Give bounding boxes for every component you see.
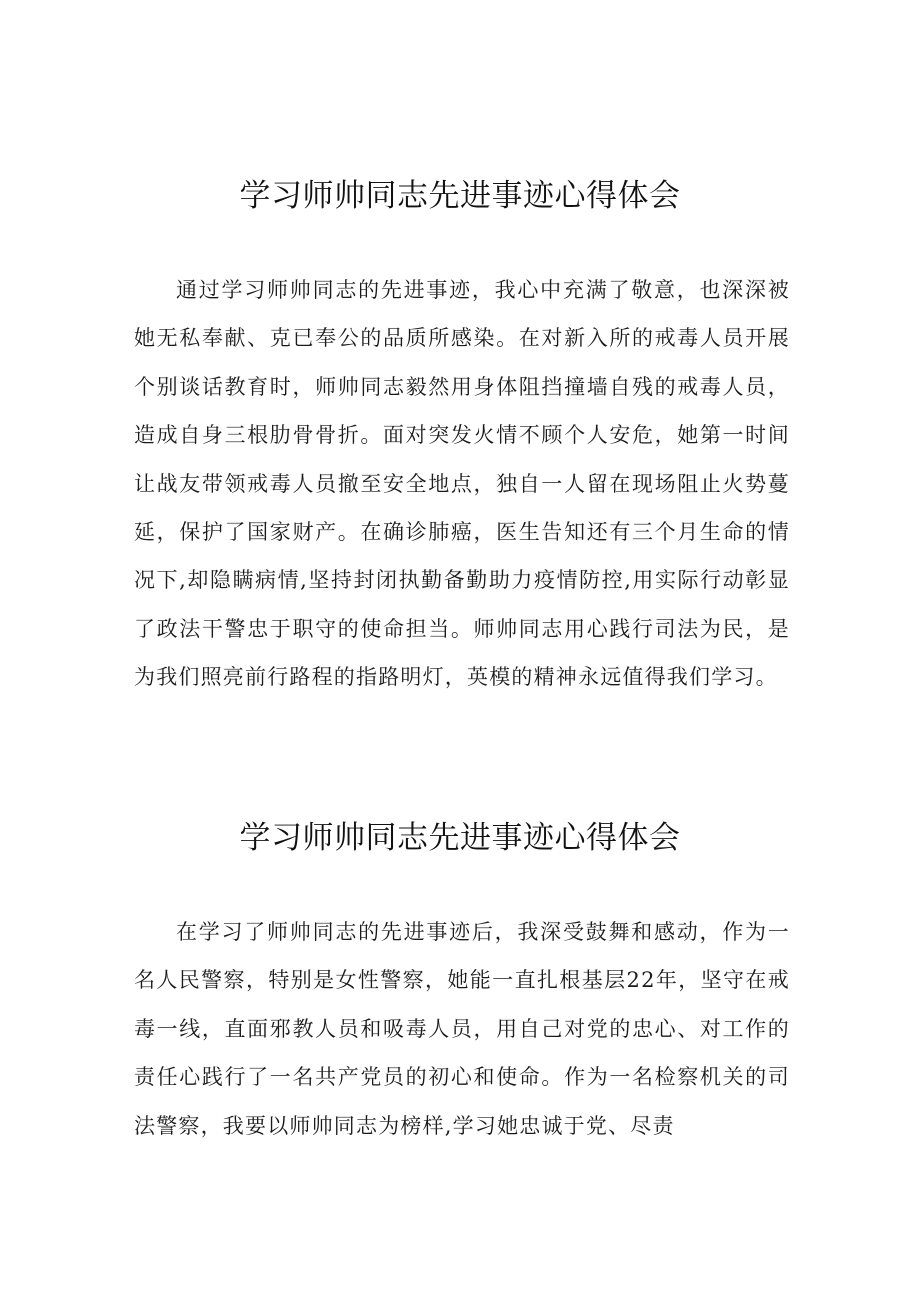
section-2-body: 在学习了师帅同志的先进事迹后，我深受鼓舞和感动，作为一名人民警察，特别是女性警察，她能一直扎根基层22年，坚守在戒毒一线，直面邪教人员和吸毒人员，用自己对党的忠心、对工作的责任心践行了一名共产党员的初心和使命。作为一名检察机关的司法警察，我要以师帅同志为榜样,学习她忠诚于党、尽责	[134, 920, 790, 1138]
section-1-title: 学习师帅同志先进事迹心得体会	[239, 178, 681, 214]
section-2-title: 学习师帅同志先进事迹心得体会	[239, 820, 681, 856]
section-1-body: 通过学习师帅同志的先进事迹，我心中充满了敬意，也深深被她无私奉献、克已奉公的品质所感染。在对新入所的戒毒人员开展个别谈话教育时，师帅同志毅然用身体阻挡撞墙自残的戒毒人员，造成自身三根肋骨骨折。面对突发火情不顾个人安危，她第一时间让战友带领戒毒人员撤至安全地点，独自一人留在现场阻止火势蔓延，保护了国家财产。在确诊肺癌，医生告知还有三个月生命的情况下,却隐瞒病情,坚持封闭执勤备勤助力疫情防控,用实际行动彰显了政法干警忠于职守的使命担当。师帅同志用心践行司法为民，是为我们照亮前行路程的指路明灯，英模的精神永远值得我们学习。	[134, 278, 790, 690]
